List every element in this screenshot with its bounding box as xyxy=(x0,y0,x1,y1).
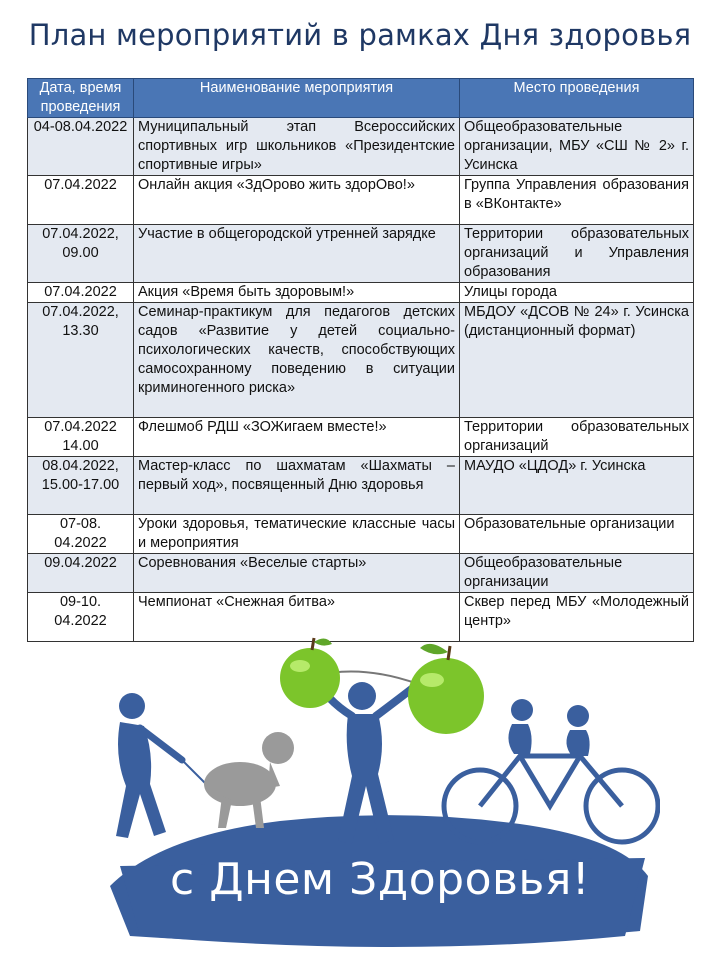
event-name: Участие в общегородской утренней зарядке xyxy=(134,225,460,283)
table-row xyxy=(28,225,694,283)
event-date: 07.04.2022 xyxy=(28,283,134,303)
table-row xyxy=(28,303,694,418)
event-name: Соревнования «Веселые старты» xyxy=(134,554,460,593)
events-table xyxy=(27,78,694,642)
event-place: Улицы города xyxy=(460,283,694,303)
event-name: Муниципальный этап Всероссийских спортивных игр школьников «Президентские спортивные игры» xyxy=(134,118,460,176)
event-place: Сквер перед МБУ «Молодежный центр» xyxy=(460,593,694,642)
banner-greeting: с Днем Здоровья! xyxy=(170,854,590,905)
table-row xyxy=(28,176,694,225)
page-title: План мероприятий в рамках Дня здоровья xyxy=(28,18,692,52)
apple-left-icon xyxy=(280,638,340,708)
event-date: 09.04.2022 xyxy=(28,554,134,593)
event-place: Группа Управления образования в «ВКонтакте» xyxy=(460,176,694,225)
event-date: 07-08. 04.2022 xyxy=(28,515,134,554)
table-row xyxy=(28,554,694,593)
cyclist-figures xyxy=(508,699,589,756)
table-row xyxy=(28,593,694,642)
event-name: Акция «Время быть здоровым!» xyxy=(134,283,460,303)
event-place: Общеобразовательные организации xyxy=(460,554,694,593)
health-day-illustration xyxy=(100,636,660,960)
event-date: 09-10. 04.2022 xyxy=(28,593,134,642)
event-name: Чемпионат «Снежная битва» xyxy=(134,593,460,642)
event-name: Семинар-практикум для педагогов детских садов «Развитие у детей социально-психологических качеств, способствующих самосохранному поведению в ситуации криминогенного риска» xyxy=(134,303,460,418)
walker-figure xyxy=(116,693,208,838)
column-header-place: Место проведения xyxy=(460,79,694,118)
table-header-row xyxy=(28,79,694,118)
table-row xyxy=(28,283,694,303)
event-date: 04-08.04.2022 xyxy=(28,118,134,176)
event-date: 07.04.2022, 13.30 xyxy=(28,303,134,418)
event-place: МБДОУ «ДСОВ № 24» г. Усинска (дистанционный формат) xyxy=(460,303,694,418)
event-date: 07.04.2022, 09.00 xyxy=(28,225,134,283)
event-name: Онлайн акция «ЗдОрово жить здорОво!» xyxy=(134,176,460,225)
table-row xyxy=(28,118,694,176)
column-header-name: Наименование мероприятия xyxy=(134,79,460,118)
table-row xyxy=(28,457,694,515)
event-place: МАУДО «ЦДОД» г. Усинска xyxy=(460,457,694,515)
dog-figure xyxy=(204,732,294,828)
event-name: Уроки здоровья, тематические классные часы и мероприятия xyxy=(134,515,460,554)
event-name: Флешмоб РДШ «ЗОЖигаем вместе!» xyxy=(134,418,460,457)
event-place: Образовательные организации xyxy=(460,515,694,554)
event-place: Территории образовательных организаций xyxy=(460,418,694,457)
table-row xyxy=(28,418,694,457)
apple-right-icon xyxy=(408,644,484,734)
column-header-date: Дата, время проведения xyxy=(28,79,134,118)
event-place: Территории образовательных организаций и Управления образования xyxy=(460,225,694,283)
event-date: 07.04.2022 xyxy=(28,176,134,225)
event-date: 07.04.2022 14.00 xyxy=(28,418,134,457)
table-row xyxy=(28,515,694,554)
event-name: Мастер-класс по шахматам «Шахматы – первый ход», посвященный Дню здоровья xyxy=(134,457,460,515)
event-date: 08.04.2022, 15.00-17.00 xyxy=(28,457,134,515)
event-place: Общеобразовательные организации, МБУ «СШ № 2» г. Усинска xyxy=(460,118,694,176)
